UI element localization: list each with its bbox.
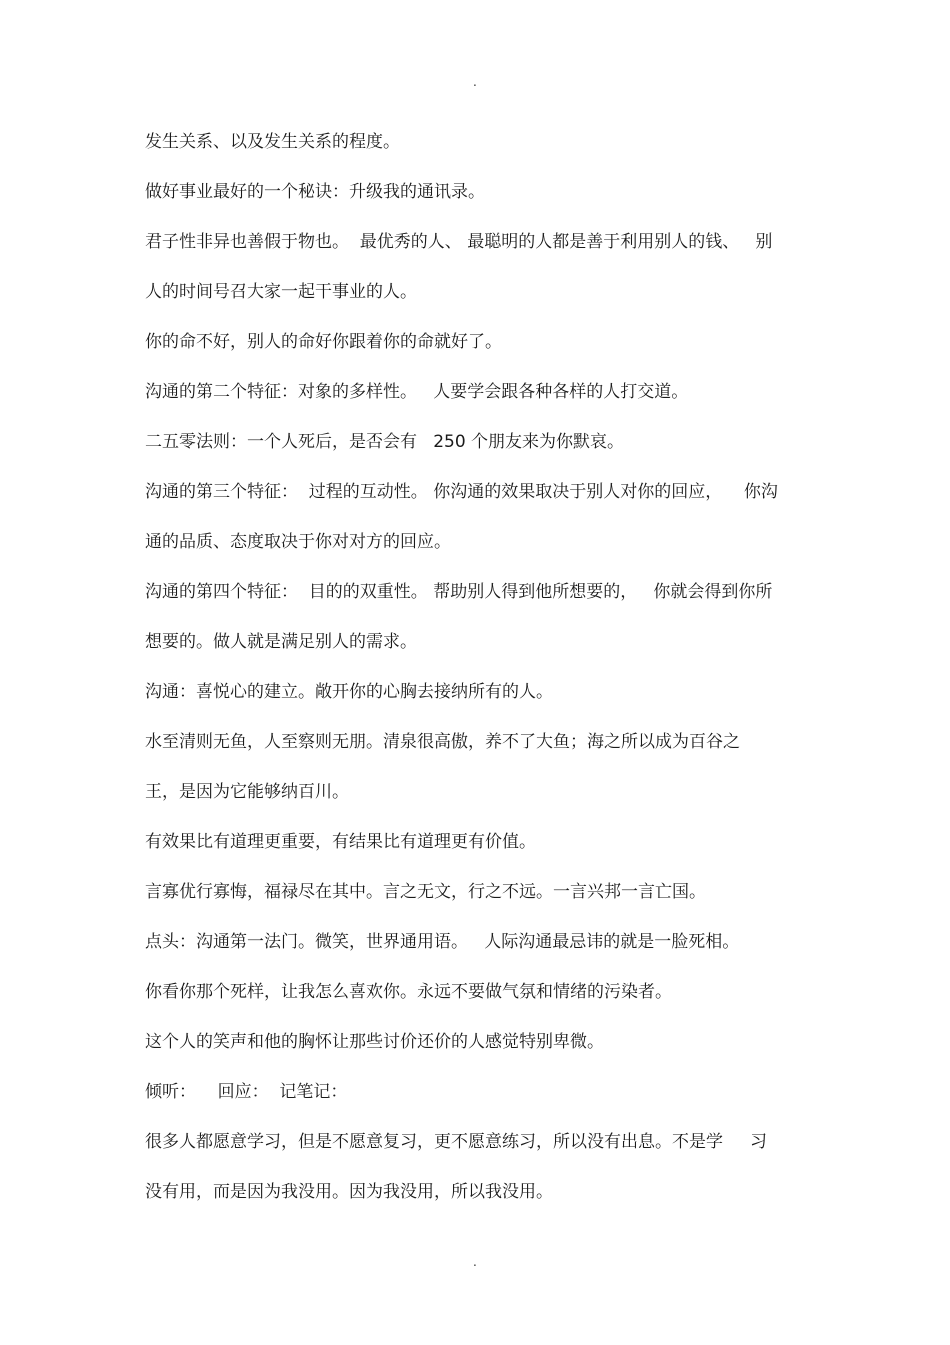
page-footer-dot: . — [473, 1255, 477, 1269]
text-line: 有效果比有道理更重要，有结果比有道理更有价值。 — [145, 832, 536, 852]
text-line: 倾听： 回应： 记笔记： — [145, 1082, 348, 1102]
text-line: 这个人的笑声和他的胸怀让那些讨价还价的人感觉特别卑微。 — [145, 1032, 604, 1052]
text-line: 沟通的第二个特征：对象的多样性。 人要学会跟各种各样的人打交道。 — [145, 382, 689, 402]
text-line: 人的时间号召大家一起干事业的人。 — [145, 282, 417, 302]
text-line: 发生关系、以及发生关系的程度。 — [145, 132, 400, 152]
text-line: 很多人都愿意学习，但是不愿意复习，更不愿意练习，所以没有出息。不是学 习 — [145, 1132, 768, 1152]
text-line: 沟通的第三个特征： 过程的互动性。 你沟通的效果取决于别人对你的回应， 你沟 — [145, 482, 778, 502]
page-header-dot: . — [473, 75, 477, 89]
text-line: 二五零法则：一个人死后，是否会有 250 个朋友来为你默哀。 — [145, 432, 625, 452]
text-line: 你的命不好，别人的命好你跟着你的命就好了。 — [145, 332, 502, 352]
text-line: 通的品质、态度取决于你对对方的回应。 — [145, 532, 451, 552]
text-line: 沟通：喜悦心的建立。敞开你的心胸去接纳所有的人。 — [145, 682, 553, 702]
text-line: 沟通的第四个特征： 目的的双重性。 帮助别人得到他所想要的， 你就会得到你所 — [145, 582, 773, 602]
text-line: 想要的。做人就是满足别人的需求。 — [145, 632, 417, 652]
text-line: 王，是因为它能够纳百川。 — [145, 782, 349, 802]
text-line: 没有用，而是因为我没用。因为我没用，所以我没用。 — [145, 1182, 553, 1202]
text-line: 君子性非异也善假于物也。 最优秀的人、 最聪明的人都是善于利用别人的钱、 别 — [145, 232, 773, 252]
text-line: 言寡优行寡悔，福禄尽在其中。言之无文，行之不远。一言兴邦一言亡国。 — [145, 882, 706, 902]
text-line: 做好事业最好的一个秘诀：升级我的通讯录。 — [145, 182, 485, 202]
text-line: 你看你那个死样，让我怎么喜欢你。永远不要做气氛和情绪的污染者。 — [145, 982, 672, 1002]
text-line: 点头：沟通第一法门。微笑，世界通用语。 人际沟通最忌讳的就是一脸死相。 — [145, 932, 740, 952]
text-line: 水至清则无鱼，人至察则无朋。清泉很高傲，养不了大鱼；海之所以成为百谷之 — [145, 732, 740, 752]
